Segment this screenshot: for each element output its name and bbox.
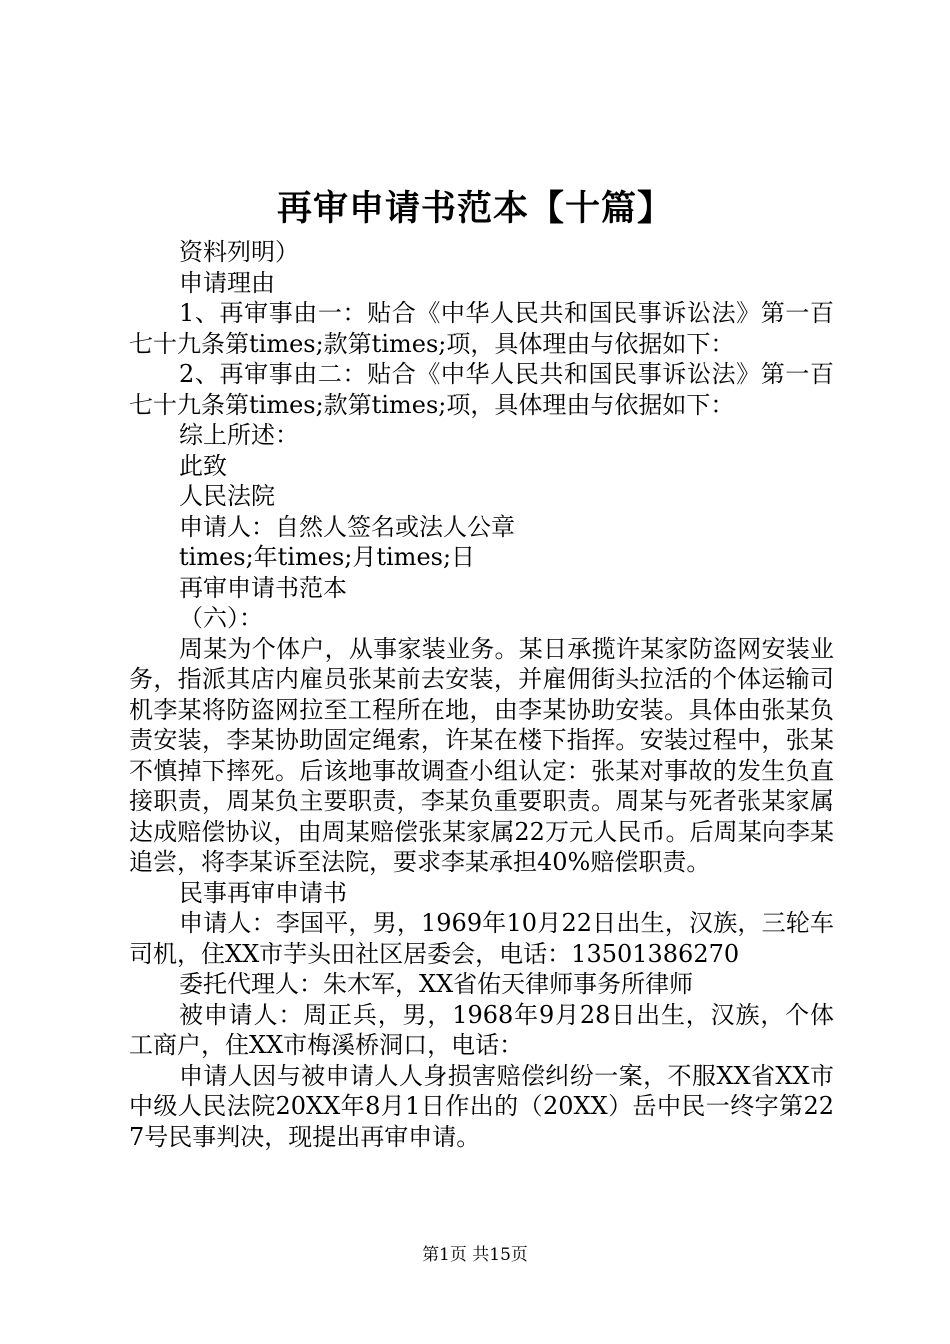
paragraph: 申请人：李国平，男，1969年10月22日出生，汉族，三轮车司机，住XX市芋头田社区居委会，电话：13501386270 — [129, 909, 834, 968]
paragraph: 1、再审事由一：贴合《中华人民共和国民事诉讼法》第一百七十九条第times;款第times;项，具体理由与依据如下： — [129, 299, 834, 358]
paragraph: times;年times;月times;日 — [179, 543, 476, 571]
paragraph: 此致 — [179, 451, 227, 480]
paragraph: 委托代理人：朱木军，XX省佑天律师事务所律师 — [179, 970, 694, 998]
paragraph: 人民法院 — [179, 482, 275, 510]
paragraph: 民事再审申请书 — [179, 878, 347, 907]
paragraph: 2、再审事由二：贴合《中华人民共和国民事诉讼法》第一百七十九条第times;款第times;项，具体理由与依据如下： — [129, 360, 834, 419]
paragraph: 被申请人：周正兵，男，1968年9月28日出生，汉族，个体工商户，住XX市梅溪桥洞口，电话： — [129, 1000, 834, 1059]
paragraph: 申请人：自然人签名或法人公章 — [179, 512, 515, 541]
paragraph: 周某为个体户，从事家装业务。某日承揽许某家防盗网安装业务，指派其店内雇员张某前去安装，并雇佣街头拉活的个体运输司机李某将防盗网拉至工程所在地，由李某协助安装。具体由张某负责安装，李某协助固定绳索，许某在楼下指挥。安装过程中，张某不慎掉下摔死。后该地事故调查小组认定：张某对事故的发生负直接职责，周某负主要职责，李某负重要职责。周某与死者张某家属达成赔偿协议，由周某赔偿张某家属22万元人民币。后周某向李某追尝，将李某诉至法院，要求李某承担40%赔偿职责。 — [129, 634, 834, 876]
document-body — [129, 237, 834, 1152]
paragraph: 资料列明） — [179, 238, 299, 266]
paragraph: 综上所述： — [179, 421, 299, 449]
paragraph: 再审申请书范本 — [179, 573, 347, 602]
document-title: 再审申请书范本【十篇】 — [276, 188, 673, 229]
paragraph: 申请人因与被申请人人身损害赔偿纠纷一案，不服XX省XX市中级人民法院20XX年8月1日作出的（20XX）岳中民一终字第227号民事判决，现提出再审申请。 — [129, 1061, 834, 1151]
paragraph: 申请理由 — [179, 268, 275, 297]
page-number: 第1页 共15页 — [422, 1245, 528, 1265]
paragraph: （六）： — [179, 604, 263, 632]
